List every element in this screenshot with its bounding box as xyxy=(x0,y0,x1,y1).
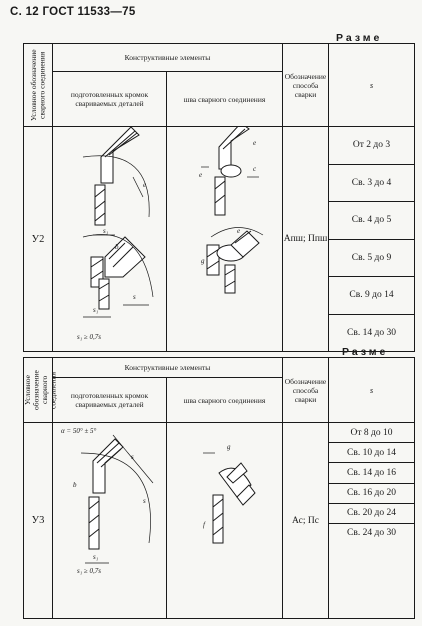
note-s1: s₁ ≥ 0,7s xyxy=(77,567,101,575)
col-group-header: Конструктивные элементы xyxy=(53,44,283,72)
joint-code: У2 xyxy=(24,127,53,352)
table-2 xyxy=(23,357,415,619)
svg-text:e: e xyxy=(253,139,257,147)
col-edges-header: подготовленных кромок свариваемых деталей xyxy=(53,378,167,423)
svg-text:s: s xyxy=(133,293,136,301)
size-row: От 8 до 10 xyxy=(329,423,414,443)
col-code-header: Условное обозначение сварного соединения xyxy=(24,44,53,127)
size-row: Св. 3 до 4 xyxy=(329,165,414,203)
size-row: Св. 9 до 14 xyxy=(329,277,414,315)
edges-drawing-cell xyxy=(53,127,167,352)
joint-code: У3 xyxy=(24,423,53,619)
svg-text:s: s xyxy=(131,453,134,461)
svg-text:b: b xyxy=(115,243,119,251)
method-value: Ас; Пс xyxy=(283,423,329,619)
edges-drawing xyxy=(53,127,167,351)
seam-drawing xyxy=(167,423,283,618)
col-code-header: Условное обозначение сварного соединения xyxy=(24,358,53,423)
col-group-header: Конструктивные элементы xyxy=(53,358,283,378)
col-seam-header: шва сварного соединения xyxy=(167,72,283,127)
size-row: Св. 14 до 16 xyxy=(329,463,414,483)
seam-drawing xyxy=(167,127,283,351)
size-row: Св. 24 до 30 xyxy=(347,528,396,539)
col-seam-header: шва сварного соединения xyxy=(167,378,283,423)
svg-text:g: g xyxy=(227,443,231,451)
svg-text:s₁: s₁ xyxy=(93,553,99,561)
col-edges-header: подготовленных кромок свариваемых деталей xyxy=(53,72,167,127)
angle-note: α = 50° ± 5° xyxy=(61,427,97,435)
table-1 xyxy=(23,43,415,352)
seam-drawing-cell xyxy=(167,423,283,619)
size-row: Св. 16 до 20 xyxy=(329,484,414,504)
size-row: Св. 4 до 5 xyxy=(329,202,414,240)
size-row: Св. 5 до 9 xyxy=(329,240,414,278)
size-row: Св. 10 до 14 xyxy=(329,443,414,463)
svg-text:s: s xyxy=(143,497,146,505)
edges-drawing-cell xyxy=(53,423,167,619)
svg-text:b: b xyxy=(73,481,77,489)
sizes-list xyxy=(329,127,414,351)
sizes-list xyxy=(329,423,414,543)
size-row: Св. 20 до 24 xyxy=(329,504,414,524)
razme-label-top: Разме xyxy=(336,32,383,44)
method-value: Апш; Ппш xyxy=(283,127,329,352)
page-header: С. 12 ГОСТ 11533—75 xyxy=(10,6,136,18)
col-s-header: s xyxy=(329,358,415,423)
size-row: От 2 до 3 xyxy=(329,127,414,165)
seam-drawing-cell xyxy=(167,127,283,352)
svg-text:g: g xyxy=(201,257,205,265)
svg-text:f: f xyxy=(203,521,205,529)
col-s-header: s xyxy=(329,44,415,127)
razme-label-bottom: Разме xyxy=(342,346,389,358)
edges-drawing xyxy=(53,423,167,618)
svg-text:e: e xyxy=(143,181,147,189)
svg-text:s₁: s₁ xyxy=(93,306,99,314)
svg-text:e: e xyxy=(237,227,241,235)
note-s1: s₁ ≥ 0,7s xyxy=(77,333,101,341)
svg-text:с: с xyxy=(253,165,257,173)
sizes-cell xyxy=(329,423,415,619)
svg-text:e: e xyxy=(199,171,203,179)
sizes-cell xyxy=(329,127,415,352)
size-row: Св. 14 до 30 xyxy=(347,327,396,338)
svg-text:s₁: s₁ xyxy=(103,227,109,235)
col-method-header: Обозначение способа сварки xyxy=(283,44,329,127)
col-method-header: Обозначение способа сварки xyxy=(283,358,329,423)
